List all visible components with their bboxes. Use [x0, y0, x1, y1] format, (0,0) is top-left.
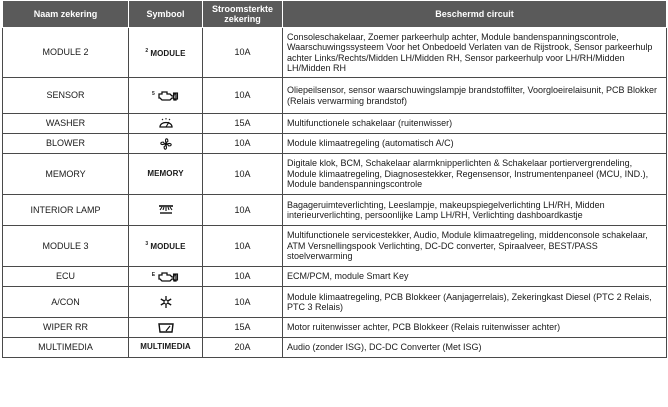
fuse-rating: 10A — [203, 287, 283, 318]
fuse-name: SENSOR — [3, 78, 129, 114]
snowflake-icon — [159, 295, 173, 309]
table-row — [3, 154, 667, 195]
fuse-symbol — [129, 78, 203, 114]
fuse-name: ECU — [3, 267, 129, 287]
fuse-symbol-content — [147, 169, 183, 178]
fan-icon — [159, 137, 173, 151]
fuse-symbol-content — [152, 92, 179, 101]
fuse-name: WASHER — [3, 114, 129, 134]
fuse-name: MODULE 3 — [3, 226, 129, 267]
fuse-symbol — [129, 287, 203, 318]
fuse-name: INTERIOR LAMP — [3, 195, 129, 226]
fuse-name: MEMORY — [3, 154, 129, 195]
table-row — [3, 28, 667, 78]
fuse-symbol — [129, 114, 203, 134]
fuse-rating: 10A — [203, 154, 283, 195]
fuse-symbol-superscript: 5 — [152, 90, 155, 97]
engine-icon — [157, 90, 179, 102]
fuse-symbol-label: MODULE — [150, 242, 186, 252]
fuse-name: MODULE 2 — [3, 28, 129, 78]
header-rating-line1: Stroomsterkte — [211, 4, 274, 14]
fuse-symbol-superscript: 2 — [145, 47, 149, 54]
header-circuit: Beschermd circuit — [283, 1, 667, 28]
fuse-rating: 10A — [203, 267, 283, 287]
fuse-rating: 15A — [203, 114, 283, 134]
fuse-name: MULTIMEDIA — [3, 338, 129, 358]
table-row — [3, 78, 667, 114]
engine-icon — [157, 271, 179, 283]
rear-wiper-icon — [157, 322, 175, 334]
fuse-rating: 10A — [203, 28, 283, 78]
header-rating-line2: zekering — [224, 14, 261, 24]
protected-circuit: Oliepeilsensor, sensor waarschuwingslampje brandstoffilter, Voorgloeirelaisunit, PCB Blokker (Relais verwarming brandstof) — [283, 78, 667, 114]
fuse-symbol-content — [145, 49, 185, 58]
fuse-symbol — [129, 195, 203, 226]
fuse-symbol — [129, 28, 203, 78]
fuse-symbol-label: MODULE — [150, 48, 186, 58]
fuse-symbol-content — [140, 342, 191, 351]
fuse-symbol-content — [145, 242, 185, 251]
fuse-symbol-content — [159, 139, 173, 148]
protected-circuit: Bagageruimteverlichting, Leeslampje, makeupspiegelverlichting LH/RH, Midden interieurverlichting, persoonlijke Lamp LH/RH, Verlichting dashboardkastje — [283, 195, 667, 226]
protected-circuit: Module klimaatregeling (automatisch A/C) — [283, 134, 667, 154]
protected-circuit: Motor ruitenwisser achter, PCB Blokkeer (Relais ruitenwisser achter) — [283, 318, 667, 338]
table-row — [3, 134, 667, 154]
fuse-symbol-content — [157, 205, 175, 214]
table-row — [3, 287, 667, 318]
fuse-symbol-superscript: E — [151, 271, 156, 278]
table-row — [3, 226, 667, 267]
fuse-symbol-content — [158, 119, 174, 128]
protected-circuit: Multifunctionele schakelaar (ruitenwisser) — [283, 114, 667, 134]
fuse-rating: 10A — [203, 78, 283, 114]
washer-icon — [158, 118, 174, 130]
fuse-symbol-superscript: 3 — [145, 241, 149, 248]
protected-circuit: Digitale klok, BCM, Schakelaar alarmknipperlichten & Schakelaar portiervergrendeling, Module klimaatregeling, Diagnosestekker, Regensensor, Instrumentenpaneel (MCU, IND.), Module bandenspanningscontrole — [283, 154, 667, 195]
fuse-rating: 15A — [203, 318, 283, 338]
fuse-name: WIPER RR — [3, 318, 129, 338]
fuse-symbol — [129, 154, 203, 195]
protected-circuit: Consoleschakelaar, Zoemer parkeerhulp achter, Module bandenspanningscontrole, Waarschuwingssysteem Voor het Onbedoeld Verlaten van de Rijstrook, Sensor parkeerhulp achter Links/Rechts/Midden LH/Midden RH, Sensor parkeerhulp voor LH/RH/Midden LH/Midden RH — [283, 28, 667, 78]
protected-circuit: ECM/PCM, module Smart Key — [283, 267, 667, 287]
fuse-symbol-content — [157, 323, 175, 332]
fuse-symbol — [129, 226, 203, 267]
table-body — [3, 28, 667, 358]
header-row — [3, 1, 667, 28]
interior-lamp-icon — [157, 204, 175, 216]
fuse-symbol-content — [152, 273, 179, 282]
fuse-symbol — [129, 134, 203, 154]
protected-circuit: Audio (zonder ISG), DC-DC Converter (Met ISG) — [283, 338, 667, 358]
header-symbol: Symbool — [129, 1, 203, 28]
fuse-rating: 20A — [203, 338, 283, 358]
fuse-name: BLOWER — [3, 134, 129, 154]
fuse-symbol-label: MULTIMEDIA — [140, 342, 191, 352]
header-rating — [203, 1, 283, 28]
header-name: Naam zekering — [3, 1, 129, 28]
table-row — [3, 318, 667, 338]
fuse-rating: 10A — [203, 195, 283, 226]
fuse-symbol-label: MEMORY — [147, 168, 184, 178]
protected-circuit: Module klimaatregeling, PCB Blokkeer (Aanjagerrelais), Zekeringkast Diesel (PTC 2 Relais, PTC 3 Relais) — [283, 287, 667, 318]
fuse-symbol-content — [159, 297, 173, 306]
table-row — [3, 267, 667, 287]
fuse-symbol — [129, 267, 203, 287]
fuse-name: A/CON — [3, 287, 129, 318]
fuse-symbol — [129, 338, 203, 358]
fuse-table — [2, 1, 667, 358]
protected-circuit: Multifunctionele servicestekker, Audio, Module klimaatregeling, middenconsole schakelaar, ATM Versnellingspook Verlichting, DC-DC converter, Spiraalveer, BEST/PASS stoelverwarming — [283, 226, 667, 267]
fuse-symbol — [129, 318, 203, 338]
table-row — [3, 195, 667, 226]
fuse-rating: 10A — [203, 134, 283, 154]
table-row — [3, 114, 667, 134]
fuse-rating: 10A — [203, 226, 283, 267]
table-header — [3, 1, 667, 28]
table-row — [3, 338, 667, 358]
